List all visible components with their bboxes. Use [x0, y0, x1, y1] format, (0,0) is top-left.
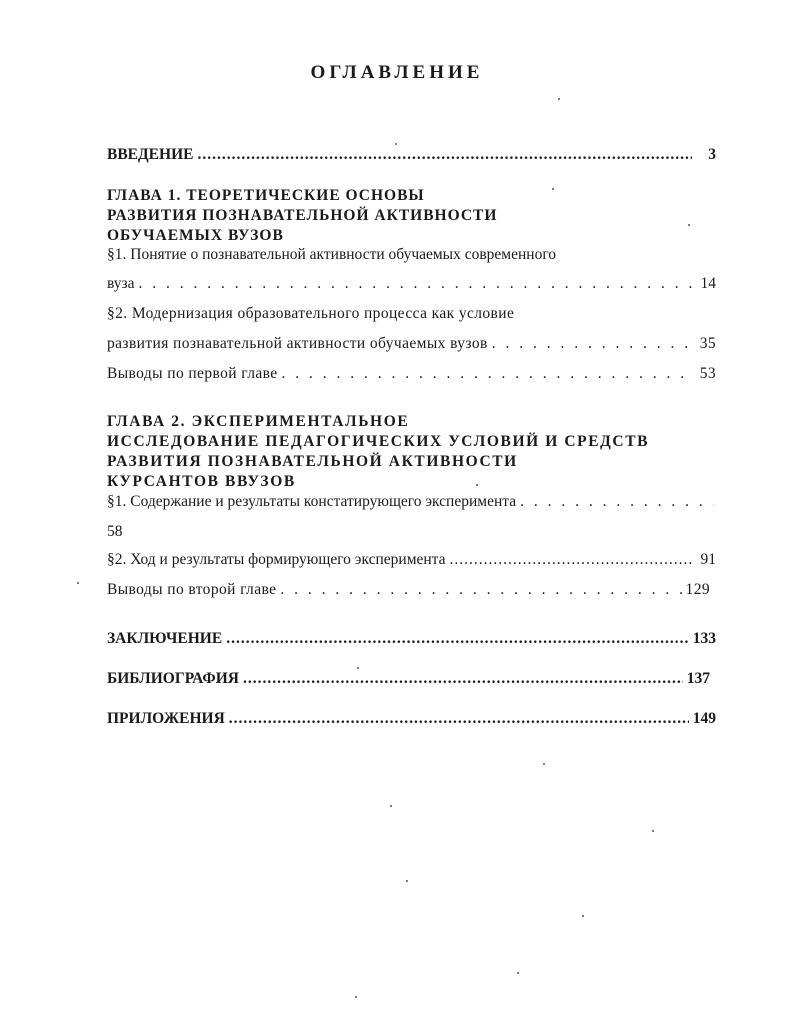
chapter1-heading: [107, 186, 497, 246]
toc-entry-page: 137: [686, 670, 710, 687]
scan-speck: [688, 224, 690, 226]
leader-dots: [280, 581, 681, 599]
toc-entry-chapter1-section1: [107, 275, 716, 297]
toc-entry-page: 14: [700, 275, 716, 292]
chapter2-heading-line2: ИССЛЕДОВАНИЕ ПЕДАГОГИЧЕСКИХ УСЛОВИЙ И СРЕДСТВ: [107, 433, 650, 450]
scan-speck: [390, 805, 392, 807]
toc-entry-page: 91: [700, 551, 716, 568]
toc-entry-conclusion: [107, 630, 716, 652]
toc-entry-introduction: [107, 146, 716, 168]
chapter2-heading-line3: РАЗВИТИЯ ПОЗНАВАТЕЛЬНОЙ АКТИВНОСТИ: [107, 453, 518, 470]
toc-entry-label: ПРИЛОЖЕНИЯ: [107, 710, 225, 727]
leader-dots: [243, 670, 683, 688]
toc-entry-page: 3: [708, 146, 716, 163]
leader-dots: [197, 146, 692, 164]
toc-entry-label: §2. Ход и результаты формирующего эксперимента: [107, 551, 446, 568]
toc-entry-appendices: [107, 710, 716, 732]
scan-speck: [357, 667, 359, 669]
leader-dots: [282, 365, 692, 383]
leader-dots: [229, 710, 689, 728]
chapter2-heading-line4: КУРСАНТОВ ВВУЗОВ: [107, 473, 296, 490]
chapter1-heading-line1: ГЛАВА 1. ТЕОРЕТИЧЕСКИЕ ОСНОВЫ: [107, 187, 425, 204]
toc-entry-page: 129: [685, 581, 710, 598]
toc-entry-chapter2-conclusions: [107, 581, 710, 603]
leader-dots: [520, 493, 714, 511]
toc-entry-page: 53: [699, 365, 716, 382]
toc-entry-page: 149: [692, 710, 716, 727]
leader-dots: [139, 275, 692, 293]
chapter2-heading: [107, 412, 649, 492]
scan-speck: [582, 915, 584, 917]
scan-speck: [558, 98, 560, 100]
toc-entry-chapter2-section1: [107, 493, 718, 515]
toc-entry-label: вуза: [107, 275, 135, 292]
toc-entry-label: Выводы по первой главе: [107, 365, 278, 382]
scan-speck: [543, 763, 545, 765]
scan-speck: [517, 972, 519, 974]
scan-speck: [355, 996, 357, 998]
toc-entry-chapter1-section2: [107, 335, 716, 357]
toc-entry-label: развития познавательной активности обучаемых вузов: [107, 335, 488, 352]
toc-entry-chapter1-conclusions: [107, 365, 716, 387]
scan-speck: [395, 143, 397, 145]
chapter1-heading-line2: РАЗВИТИЯ ПОЗНАВАТЕЛЬНОЙ АКТИВНОСТИ: [107, 207, 498, 224]
scan-speck: [552, 188, 554, 190]
toc-entry-bibliography: [107, 670, 710, 692]
chapter1-section2-line1: §2. Модернизация образовательного процесса как условие: [107, 305, 515, 322]
toc-entry-label: ВВЕДЕНИЕ: [107, 146, 194, 163]
toc-entry-page: 35: [699, 335, 716, 352]
leader-dots: [226, 630, 689, 648]
toc-entry-chapter2-section2: [107, 551, 716, 573]
toc-entry-label: ЗАКЛЮЧЕНИЕ: [107, 630, 223, 647]
toc-entry-label: §1. Содержание и результаты констатирующего эксперимента: [107, 493, 517, 510]
toc-entry-page: 58: [107, 523, 123, 540]
toc-entry-label: Выводы по второй главе: [107, 581, 277, 598]
scan-speck: [476, 484, 478, 486]
chapter1-section1-line1: §1. Понятие о познавательной активности обучаемых современного: [107, 246, 557, 263]
scan-speck: [77, 582, 79, 584]
scan-speck: [652, 830, 654, 832]
toc-entry-page: 133: [692, 630, 716, 647]
toc-title: ОГЛАВЛЕНИЕ: [310, 62, 484, 83]
scan-speck: [406, 880, 408, 882]
leader-dots: [450, 551, 692, 569]
leader-dots: [492, 335, 692, 353]
toc-entry-label: БИБЛИОГРАФИЯ: [107, 670, 239, 687]
chapter1-heading-line3: ОБУЧАЕМЫХ ВУЗОВ: [107, 227, 284, 244]
chapter2-heading-line1: ГЛАВА 2. ЭКСПЕРИМЕНТАЛЬНОЕ: [107, 413, 410, 430]
